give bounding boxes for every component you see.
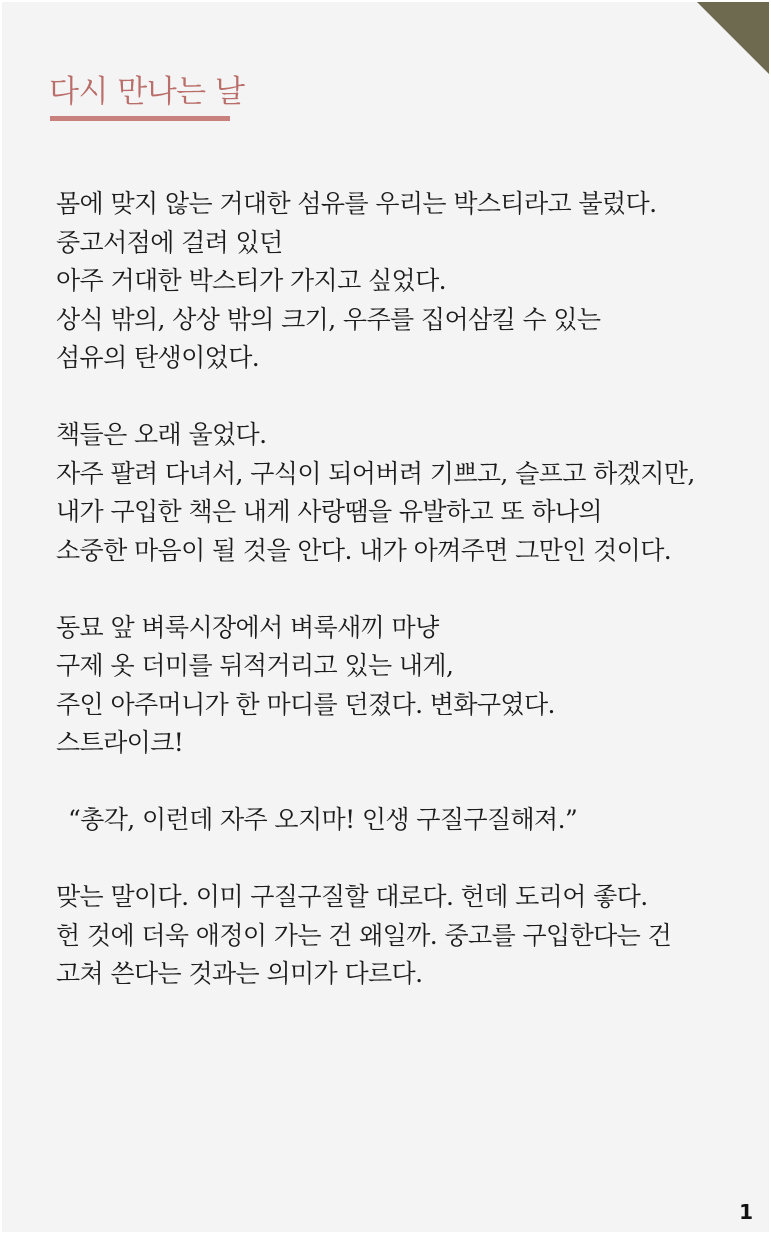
poem-line: 상식 밖의, 상상 밖의 크기, 우주를 집어삼킬 수 있는	[56, 304, 601, 334]
poem-line: 맞는 말이다. 이미 구질구질할 대로다. 헌데 도리어 좋다.	[56, 882, 648, 911]
poem-line: 헌 것에 더욱 애정이 가는 건 왜일까. 중고를 구입한다는 건	[56, 920, 672, 950]
poem-body	[56, 185, 746, 1032]
poem-line: 고쳐 쓴다는 것과는 의미가 다르다.	[56, 959, 423, 988]
poem-line: 구제 옷 더미를 뒤적거리고 있는 내게,	[56, 651, 454, 680]
page-corner-fold	[697, 2, 769, 74]
stanza-quote	[56, 801, 746, 840]
stanza-3	[56, 609, 746, 763]
poem-line: 섬유의 탄생이었다.	[56, 343, 260, 372]
document-page	[2, 2, 769, 1232]
poem-line: 중고서점에 걸려 있던	[56, 227, 283, 257]
page-number: 1	[739, 1200, 753, 1224]
poem-line: 아주 거대한 박스티가 가지고 싶었다.	[56, 266, 446, 295]
poem-line: 스트라이크!	[56, 728, 184, 757]
page-corner-fold-shape	[697, 2, 769, 74]
poem-line: 주인 아주머니가 한 마디를 던졌다. 변화구였다.	[56, 689, 555, 719]
poem-line: 책들은 오래 울었다.	[56, 420, 267, 449]
poem-line: 자주 팔려 다녀서, 구식이 되어버려 기쁘고, 슬프고 하겠지만,	[56, 458, 695, 488]
quoted-speech: “총각, 이런데 자주 오지마! 인생 구질구질해져.”	[68, 805, 578, 834]
poem-line: 내가 구입한 책은 내게 사랑땜을 유발하고 또 하나의	[56, 497, 602, 526]
stanza-5	[56, 878, 746, 994]
poem-line: 동묘 앞 벼룩시장에서 벼룩새끼 마냥	[56, 612, 439, 642]
stanza-2	[56, 416, 746, 570]
poem-line: 소중한 마음이 될 것을 안다. 내가 아껴주면 그만인 것이다.	[56, 535, 672, 565]
page-title: 다시 만나는 날	[49, 74, 245, 110]
title-underline	[50, 116, 230, 121]
poem-line: 몸에 맞지 않는 거대한 섬유를 우리는 박스티라고 불렀다.	[56, 189, 657, 218]
stanza-1	[56, 185, 746, 378]
